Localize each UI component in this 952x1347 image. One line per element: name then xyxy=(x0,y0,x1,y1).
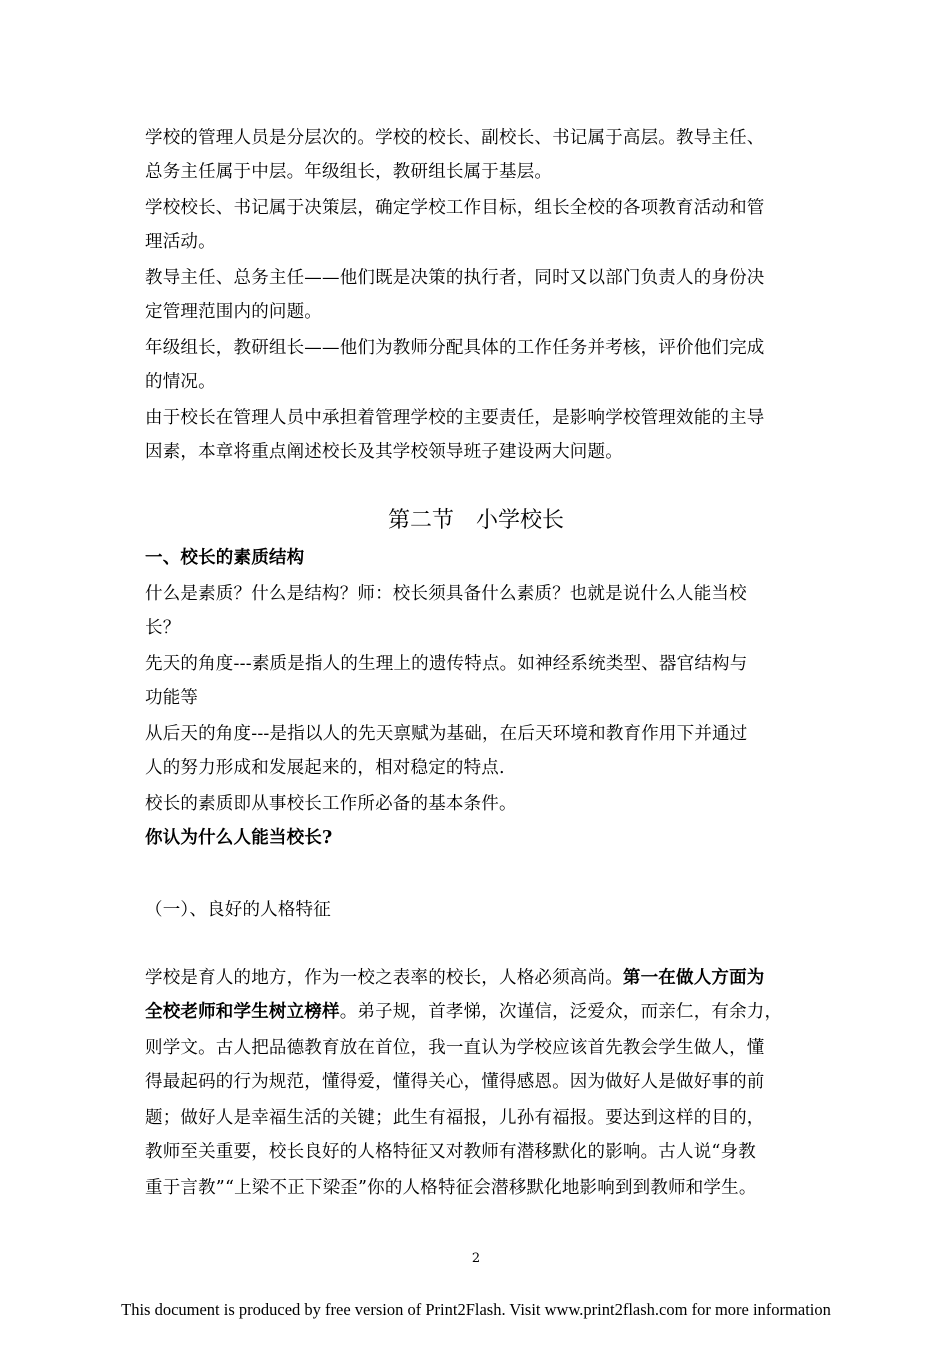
text-line: 教师至关重要，校长良好的人格特征又对教师有潜移默化的影响。古人说“身教 xyxy=(145,1142,756,1162)
footer-notice: This document is produced by free version of Print2Flash. Visit www.print2flash.com for more information xyxy=(121,1300,831,1319)
question-heading: 你认为什么人能当校长? xyxy=(145,828,333,848)
text-line: 年级组长，教研组长——他们为教师分配具体的工作任务并考核，评价他们完成 xyxy=(145,338,765,358)
sub-subheading: （一）、良好的人格特征 xyxy=(145,900,331,920)
text-line xyxy=(145,1000,815,1024)
text-line: 因素，本章将重点阐述校长及其学校领导班子建设两大问题。 xyxy=(145,442,623,462)
text-line: 从后天的角度---是指以人的先天禀赋为基础，在后天环境和教育作用下并通过 xyxy=(145,724,748,744)
text-line: 题；做好人是幸福生活的关键；此生有福报，儿孙有福报。要达到这样的目的， xyxy=(145,1108,765,1128)
text-line: 则学文。古人把品德教育放在首位，我一直认为学校应该首先教会学生做人，懂 xyxy=(145,1038,765,1058)
text-emphasis: 全校老师和学生树立榜样 xyxy=(145,1002,340,1022)
text-line: 由于校长在管理人员中承担着管理学校的主要责任，是影响学校管理效能的主导 xyxy=(145,408,765,428)
text-line: 总务主任属于中层。年级组长，教研组长属于基层。 xyxy=(145,162,553,182)
text-line: 什么是素质？什么是结构？师：校长须具备什么素质？也就是说什么人能当校 xyxy=(145,584,747,604)
text-line: 人的努力形成和发展起来的，相对稳定的特点. xyxy=(145,758,505,778)
text-line: 的情况。 xyxy=(145,372,216,392)
text-line: 重于言教”“上梁不正下梁歪”你的人格特征会潜移默化地影响到到教师和学生。 xyxy=(145,1178,757,1198)
text-normal: 。弟子规，首孝悌，次谨信，泛爱众，而亲仁，有余力， xyxy=(339,1002,783,1022)
text-line: 教导主任、总务主任——他们既是决策的执行者，同时又以部门负责人的身份决 xyxy=(145,268,765,288)
section-title: 第二节 小学校长 xyxy=(387,508,564,533)
text-line: 先天的角度---素质是指人的生理上的遗传特点。如神经系统类型、器官结构与 xyxy=(145,654,748,674)
text-line: 长？ xyxy=(145,618,181,638)
text-line: 功能等 xyxy=(145,688,199,708)
subheading: 一、校长的素质结构 xyxy=(145,548,305,568)
text-line xyxy=(145,966,815,990)
text-line: 校长的素质即从事校长工作所必备的基本条件。 xyxy=(145,794,517,814)
text-line: 得最起码的行为规范，懂得爱，懂得关心，懂得感恩。因为做好人是做好事的前 xyxy=(145,1072,765,1092)
text-line: 理活动。 xyxy=(145,232,216,252)
text-line: 学校校长、书记属于决策层，确定学校工作目标，组长全校的各项教育活动和管 xyxy=(145,198,765,218)
text-line: 定管理范围内的问题。 xyxy=(145,302,322,322)
text-line: 学校的管理人员是分层次的。学校的校长、副校长、书记属于高层。教导主任、 xyxy=(145,128,765,148)
page-number: 2 xyxy=(471,1251,481,1266)
text-normal: 学校是育人的地方，作为一校之表率的校长，人格必须高尚。 xyxy=(145,968,623,988)
text-emphasis: 第一在做人方面为 xyxy=(622,968,765,988)
